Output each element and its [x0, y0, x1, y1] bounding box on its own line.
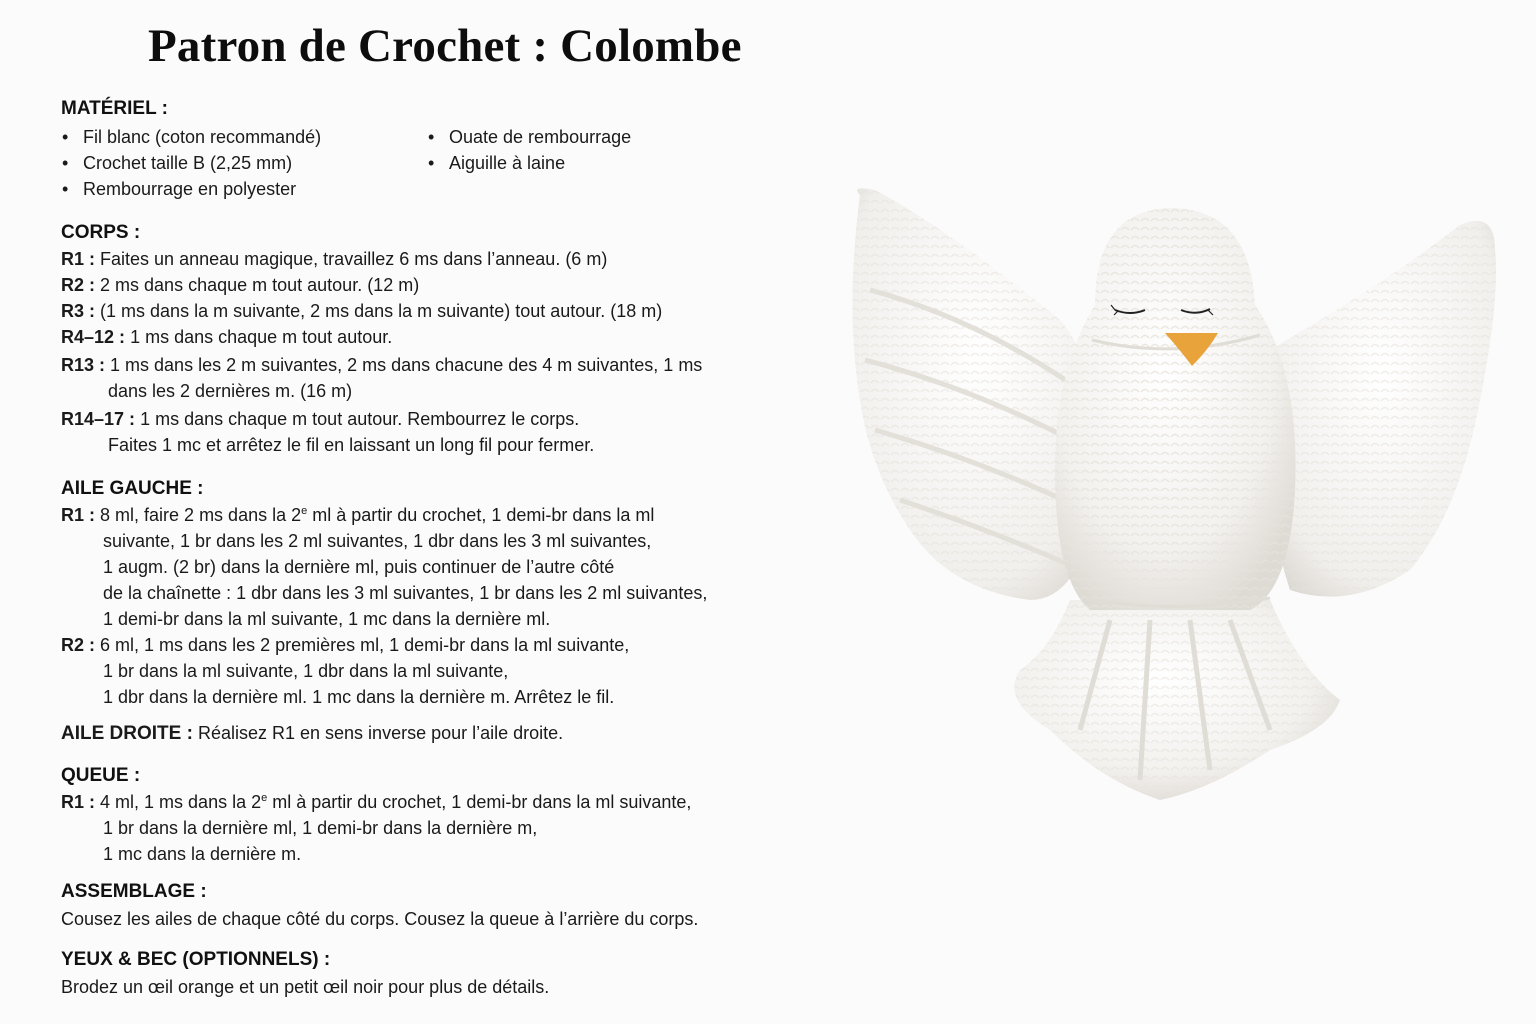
- row-label: R3 :: [61, 301, 96, 321]
- aile-gauche-section: [61, 476, 781, 710]
- row-text-cont: 1 br dans la ml suivante, 1 dbr dans la ml suivante,: [103, 661, 509, 681]
- queue-row-r1: [61, 789, 781, 867]
- row-label: R13 :: [61, 355, 106, 375]
- ordinal-sup: e: [301, 505, 308, 517]
- materiel-item: • Crochet taille B (2,25 mm): [61, 150, 427, 176]
- row-label: R1 :: [61, 249, 96, 269]
- materiel-list: [61, 124, 781, 202]
- aile-droite-heading: AILE DROITE :: [61, 723, 193, 744]
- row-text: 6 ml, 1 ms dans les 2 premières ml, 1 demi-br dans la ml suivante,: [100, 635, 630, 655]
- assemblage-text: Cousez les ailes de chaque côté du corps. Cousez la queue à l’arrière du corps.: [61, 909, 699, 929]
- corps-section: [61, 220, 781, 458]
- materiel-col-2: [427, 124, 631, 202]
- row-text-cont: dans les 2 dernières m. (16 m): [108, 381, 353, 401]
- row-text-cont: 1 demi-br dans la ml suivante, 1 mc dans la dernière ml.: [103, 609, 551, 629]
- yeux-bec-section: [61, 947, 781, 1001]
- aile-gauche-row-r1: [61, 502, 781, 632]
- materiel-heading: MATÉRIEL :: [61, 98, 168, 119]
- row-text-cont: Faites 1 mc et arrêtez le fil en laissant un long fil pour fermer.: [108, 435, 595, 455]
- dove-photo: [830, 170, 1520, 820]
- corps-heading: CORPS :: [61, 222, 141, 243]
- row-text: ml à partir du crochet, 1 demi-br dans la ml suivante,: [267, 792, 692, 812]
- aile-droite-section: [61, 720, 781, 747]
- row-text: ml à partir du crochet, 1 demi-br dans la ml: [307, 505, 655, 525]
- aile-gauche-heading: AILE GAUCHE :: [61, 478, 204, 499]
- materiel-item: • Aiguille à laine: [427, 150, 631, 176]
- row-text: 1 ms dans chaque m tout autour. Rembourrez le corps.: [140, 409, 580, 429]
- row-text: 1 ms dans chaque m tout autour.: [130, 327, 393, 347]
- row-text: (1 ms dans la m suivante, 2 ms dans la m suivante) tout autour. (18 m): [100, 301, 663, 321]
- corps-row-r3: [61, 298, 781, 324]
- ordinal-sup: e: [261, 792, 268, 804]
- row-text-cont: 1 augm. (2 br) dans la dernière ml, puis continuer de l’autre côté: [103, 557, 615, 577]
- tail-icon: [1014, 600, 1340, 800]
- materiel-col-1: [61, 124, 427, 202]
- materiel-item: • Fil blanc (coton recommandé): [61, 124, 427, 150]
- aile-gauche-row-r2: [61, 632, 781, 710]
- corps-row-r14-17: [61, 406, 781, 458]
- assemblage-section: [61, 879, 781, 933]
- materiel-item: • Ouate de rembourrage: [427, 124, 631, 150]
- row-text-cont: 1 br dans la dernière ml, 1 demi-br dans la dernière m,: [103, 818, 538, 838]
- row-label: R2 :: [61, 635, 96, 655]
- pattern-text: [61, 96, 781, 1001]
- corps-row-r4-12: [61, 324, 781, 350]
- row-text-cont: suivante, 1 br dans les 2 ml suivantes, 1 dbr dans les 3 ml suivantes,: [103, 531, 652, 551]
- corps-row-r1: [61, 246, 781, 272]
- yeux-bec-text: Brodez un œil orange et un petit œil noir pour plus de détails.: [61, 977, 550, 997]
- row-text-cont: 1 mc dans la dernière m.: [103, 844, 302, 864]
- aile-droite-text: Réalisez R1 en sens inverse pour l’aile droite.: [197, 723, 564, 743]
- row-label: R2 :: [61, 275, 96, 295]
- row-text: 4 ml, 1 ms dans la 2: [100, 792, 262, 812]
- row-label: R1 :: [61, 505, 96, 525]
- right-wing-icon: [1268, 221, 1497, 597]
- page-title: Patron de Crochet : Colombe: [148, 20, 742, 72]
- row-text: 1 ms dans les 2 m suivantes, 2 ms dans chacune des 4 m suivantes, 1 ms: [110, 355, 703, 375]
- corps-row-r2: [61, 272, 781, 298]
- queue-section: [61, 763, 781, 867]
- row-text-cont: 1 dbr dans la dernière ml. 1 mc dans la dernière m. Arrêtez le fil.: [103, 687, 615, 707]
- row-text: 2 ms dans chaque m tout autour. (12 m): [100, 275, 420, 295]
- yeux-bec-heading: YEUX & BEC (OPTIONNELS) :: [61, 949, 331, 970]
- queue-heading: QUEUE :: [61, 765, 141, 786]
- row-label: R4–12 :: [61, 327, 126, 347]
- row-label: R1 :: [61, 792, 96, 812]
- row-text-cont: de la chaînette : 1 dbr dans les 3 ml suivantes, 1 br dans les 2 ml suivantes,: [103, 583, 708, 603]
- row-label: R14–17 :: [61, 409, 136, 429]
- row-text: 8 ml, faire 2 ms dans la 2: [100, 505, 302, 525]
- assemblage-heading: ASSEMBLAGE :: [61, 881, 207, 902]
- body-icon: [1055, 208, 1296, 610]
- materiel-item: • Rembourrage en polyester: [61, 176, 427, 202]
- row-text: Faites un anneau magique, travaillez 6 ms dans l’anneau. (6 m): [100, 249, 608, 269]
- materiel-section: [61, 96, 781, 202]
- corps-row-r13: [61, 352, 781, 404]
